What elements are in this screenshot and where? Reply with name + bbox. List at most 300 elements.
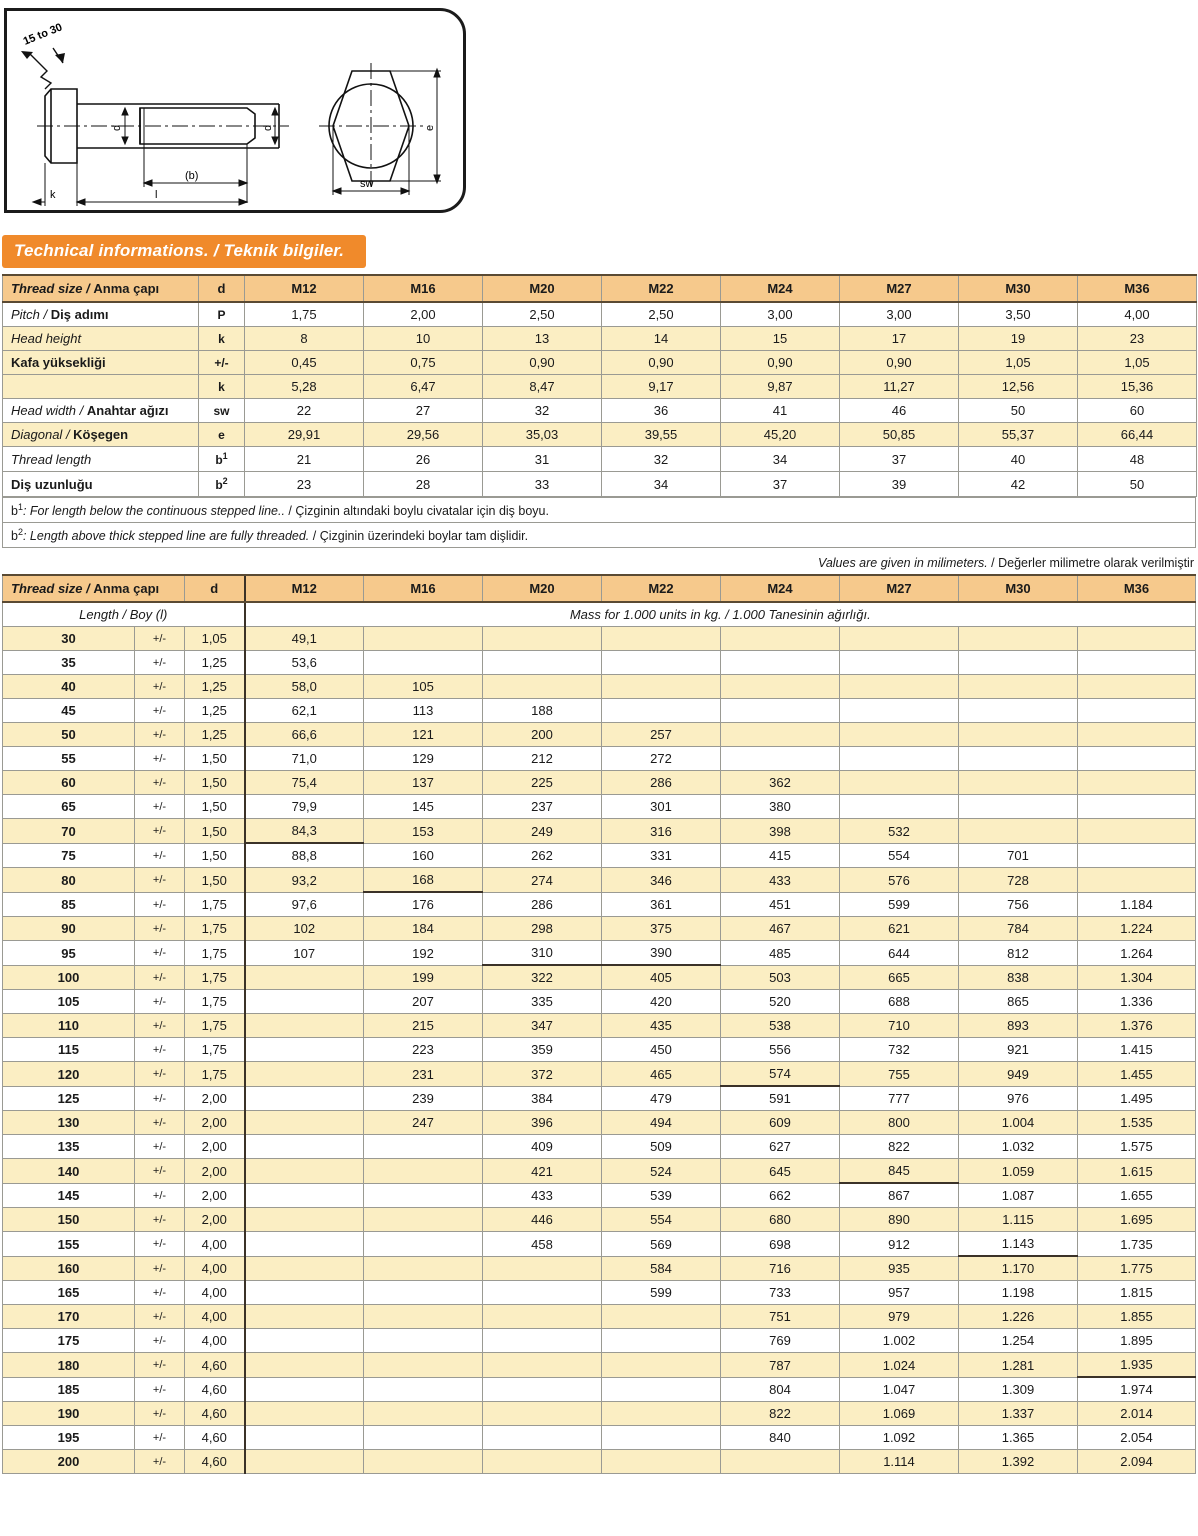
- cell-value: 0,90: [602, 351, 721, 375]
- cell-tolerance-sign: +/-: [135, 1014, 185, 1038]
- row-label: Thread length: [3, 447, 199, 472]
- cell-mass: [840, 771, 959, 795]
- dimension-d1-label: d: [111, 124, 123, 131]
- cell-mass: [364, 1256, 483, 1281]
- header-m22: M22: [602, 275, 721, 302]
- cell-mass: [840, 747, 959, 771]
- cell-value: 48: [1078, 447, 1197, 472]
- cell-mass: [721, 723, 840, 747]
- chamfer-angle-label: 15 to 30: [21, 21, 65, 48]
- cell-mass: 822: [721, 1402, 840, 1426]
- cell-mass: [364, 651, 483, 675]
- table-row: [3, 1256, 1196, 1281]
- cell-mass: 97,6: [245, 892, 364, 917]
- cell-value: 28: [364, 472, 483, 497]
- cell-tolerance: 4,60: [185, 1353, 245, 1378]
- cell-mass: [721, 1450, 840, 1474]
- cell-mass: 93,2: [245, 868, 364, 893]
- cell-mass: [602, 1402, 721, 1426]
- cell-tolerance: 2,00: [185, 1111, 245, 1135]
- cell-mass: 53,6: [245, 651, 364, 675]
- cell-value: 22: [245, 399, 364, 423]
- header-thread-size: Thread size / Anma çapı: [3, 275, 199, 302]
- cell-mass: 569: [602, 1232, 721, 1257]
- cell-mass: 184: [364, 917, 483, 941]
- cell-value: 66,44: [1078, 423, 1197, 447]
- cell-length: 80: [3, 868, 135, 893]
- cell-mass: 976: [959, 1086, 1078, 1111]
- cell-mass: 599: [840, 892, 959, 917]
- cell-mass: 524: [602, 1159, 721, 1184]
- cell-mass: [483, 1377, 602, 1402]
- table-row: [3, 627, 1196, 651]
- cell-mass: [483, 1426, 602, 1450]
- cell-value: 12,56: [959, 375, 1078, 399]
- cell-mass: 361: [602, 892, 721, 917]
- cell-tolerance: 1,75: [185, 990, 245, 1014]
- cell-mass: 71,0: [245, 747, 364, 771]
- cell-mass: 200: [483, 723, 602, 747]
- cell-tolerance: 1,75: [185, 1038, 245, 1062]
- row-label: [3, 375, 199, 399]
- cell-value: 32: [483, 399, 602, 423]
- table-row: [3, 1208, 1196, 1232]
- cell-mass: 1.092: [840, 1426, 959, 1450]
- cell-mass: 621: [840, 917, 959, 941]
- cell-value: 60: [1078, 399, 1197, 423]
- cell-tolerance-sign: +/-: [135, 1208, 185, 1232]
- cell-mass: 755: [840, 1062, 959, 1087]
- cell-tolerance-sign: +/-: [135, 651, 185, 675]
- cell-length: 165: [3, 1281, 135, 1305]
- cell-tolerance-sign: +/-: [135, 1426, 185, 1450]
- cell-length: 175: [3, 1329, 135, 1353]
- cell-mass: [602, 1426, 721, 1450]
- cell-value: 2,00: [364, 302, 483, 327]
- cell-value: 42: [959, 472, 1078, 497]
- cell-tolerance: 1,50: [185, 771, 245, 795]
- technical-drawing: [0, 0, 1198, 213]
- cell-tolerance: 1,50: [185, 819, 245, 844]
- cell-tolerance-sign: +/-: [135, 1232, 185, 1257]
- cell-value: 2,50: [483, 302, 602, 327]
- cell-tolerance-sign: +/-: [135, 1183, 185, 1208]
- cell-mass: 1.615: [1078, 1159, 1196, 1184]
- cell-mass: [1078, 843, 1196, 868]
- cell-mass: [602, 627, 721, 651]
- subheader-length: Length / Boy (l): [3, 602, 245, 627]
- cell-tolerance-sign: +/-: [135, 868, 185, 893]
- header-m24: M24: [721, 275, 840, 302]
- table-row: [3, 1159, 1196, 1184]
- cell-value: 31: [483, 447, 602, 472]
- table-header-row: [3, 275, 1197, 302]
- table-row: [3, 795, 1196, 819]
- cell-value: 13: [483, 327, 602, 351]
- cell-tolerance: 1,25: [185, 699, 245, 723]
- cell-mass: [483, 1353, 602, 1378]
- cell-mass: 1.143: [959, 1232, 1078, 1257]
- row-symbol: $b^1$: [199, 447, 245, 472]
- cell-mass: 784: [959, 917, 1078, 941]
- cell-mass: [245, 1402, 364, 1426]
- cell-tolerance-sign: +/-: [135, 1281, 185, 1305]
- cell-mass: [245, 1135, 364, 1159]
- cell-mass: 1.775: [1078, 1256, 1196, 1281]
- cell-mass: 1.069: [840, 1402, 959, 1426]
- cell-mass: 1.047: [840, 1377, 959, 1402]
- header-m36: M36: [1078, 275, 1197, 302]
- section-banner: Technical informations. / Teknik bilgiler.: [2, 235, 366, 268]
- cell-tolerance: 2,00: [185, 1086, 245, 1111]
- cell-mass: 751: [721, 1305, 840, 1329]
- cell-value: 45,20: [721, 423, 840, 447]
- cell-mass: [602, 1353, 721, 1378]
- cell-tolerance-sign: +/-: [135, 965, 185, 990]
- cell-length: 195: [3, 1426, 135, 1450]
- cell-mass: [959, 747, 1078, 771]
- cell-mass: 231: [364, 1062, 483, 1087]
- cell-mass: 1.895: [1078, 1329, 1196, 1353]
- row-label: Diagonal / Köşegen: [3, 423, 199, 447]
- cell-mass: 769: [721, 1329, 840, 1353]
- cell-mass: 1.170: [959, 1256, 1078, 1281]
- cell-mass: [840, 627, 959, 651]
- cell-tolerance-sign: +/-: [135, 1086, 185, 1111]
- cell-mass: [364, 1208, 483, 1232]
- cell-mass: 2.054: [1078, 1426, 1196, 1450]
- cell-value: 37: [721, 472, 840, 497]
- header-d-2: d: [185, 575, 245, 602]
- cell-mass: 316: [602, 819, 721, 844]
- cell-mass: [483, 627, 602, 651]
- cell-mass: 421: [483, 1159, 602, 1184]
- cell-mass: 62,1: [245, 699, 364, 723]
- cell-mass: [245, 1377, 364, 1402]
- cell-mass: [245, 1329, 364, 1353]
- header-m30: M30: [959, 275, 1078, 302]
- cell-value: 4,00: [1078, 302, 1197, 327]
- dimension-l-label: l: [155, 189, 158, 201]
- cell-mass: 840: [721, 1426, 840, 1450]
- cell-mass: 274: [483, 868, 602, 893]
- table-row: [3, 941, 1196, 966]
- cell-mass: 509: [602, 1135, 721, 1159]
- cell-mass: 420: [602, 990, 721, 1014]
- cell-mass: 176: [364, 892, 483, 917]
- header-m12-2: M12: [245, 575, 364, 602]
- header-m27: M27: [840, 275, 959, 302]
- cell-mass: [840, 795, 959, 819]
- cell-mass: 1.309: [959, 1377, 1078, 1402]
- row-label: Head width / Anahtar ağızı: [3, 399, 199, 423]
- table-row: [3, 1402, 1196, 1426]
- cell-mass: 249: [483, 819, 602, 844]
- header-m27-2: M27: [840, 575, 959, 602]
- cell-mass: 662: [721, 1183, 840, 1208]
- cell-value: 50,85: [840, 423, 959, 447]
- cell-mass: 576: [840, 868, 959, 893]
- cell-mass: [721, 747, 840, 771]
- cell-mass: 1.655: [1078, 1183, 1196, 1208]
- cell-mass: [364, 1135, 483, 1159]
- cell-tolerance-sign: +/-: [135, 1450, 185, 1474]
- cell-tolerance: 2,00: [185, 1208, 245, 1232]
- cell-mass: 1.281: [959, 1353, 1078, 1378]
- cell-mass: [1078, 627, 1196, 651]
- cell-mass: [840, 723, 959, 747]
- cell-mass: 467: [721, 917, 840, 941]
- cell-length: 125: [3, 1086, 135, 1111]
- cell-mass: 458: [483, 1232, 602, 1257]
- cell-mass: 645: [721, 1159, 840, 1184]
- table-row: [3, 843, 1196, 868]
- cell-mass: [483, 1329, 602, 1353]
- subheader-mass: Mass for 1.000 units in kg. / 1.000 Tanesinin ağırlığı.: [245, 602, 1196, 627]
- table-row: [3, 819, 1196, 844]
- cell-mass: 262: [483, 843, 602, 868]
- cell-tolerance-sign: +/-: [135, 990, 185, 1014]
- cell-mass: 346: [602, 868, 721, 893]
- cell-mass: [602, 699, 721, 723]
- cell-mass: 688: [840, 990, 959, 1014]
- table-row: [3, 1377, 1196, 1402]
- cell-value: 6,47: [364, 375, 483, 399]
- cell-mass: 1.032: [959, 1135, 1078, 1159]
- cell-mass: 979: [840, 1305, 959, 1329]
- cell-mass: [1078, 651, 1196, 675]
- cell-mass: 1.198: [959, 1281, 1078, 1305]
- header-m36-2: M36: [1078, 575, 1196, 602]
- drawing-frame: [4, 8, 466, 213]
- cell-value: 3,00: [721, 302, 840, 327]
- cell-tolerance-sign: +/-: [135, 1353, 185, 1378]
- cell-tolerance-sign: +/-: [135, 1062, 185, 1087]
- table-row: [3, 1135, 1196, 1159]
- cell-mass: [364, 1281, 483, 1305]
- table-row: [3, 375, 1197, 399]
- cell-tolerance: 1,25: [185, 675, 245, 699]
- table-row: [3, 892, 1196, 917]
- cell-length: 110: [3, 1014, 135, 1038]
- cell-mass: 701: [959, 843, 1078, 868]
- cell-mass: [245, 965, 364, 990]
- row-symbol: +/-: [199, 351, 245, 375]
- cell-mass: 1.415: [1078, 1038, 1196, 1062]
- cell-mass: 1.059: [959, 1159, 1078, 1184]
- table-row: [3, 1281, 1196, 1305]
- cell-mass: 446: [483, 1208, 602, 1232]
- table-row: [3, 917, 1196, 941]
- cell-value: 26: [364, 447, 483, 472]
- cell-value: 23: [1078, 327, 1197, 351]
- table-row: [3, 1305, 1196, 1329]
- cell-mass: 554: [602, 1208, 721, 1232]
- cell-mass: 1.935: [1078, 1353, 1196, 1378]
- cell-mass: [483, 651, 602, 675]
- cell-value: 11,27: [840, 375, 959, 399]
- cell-mass: 247: [364, 1111, 483, 1135]
- cell-mass: 732: [840, 1038, 959, 1062]
- cell-mass: 384: [483, 1086, 602, 1111]
- cell-mass: [364, 1159, 483, 1184]
- cell-mass: 574: [721, 1062, 840, 1087]
- cell-mass: 129: [364, 747, 483, 771]
- cell-mass: [840, 651, 959, 675]
- cell-mass: 584: [602, 1256, 721, 1281]
- cell-value: 21: [245, 447, 364, 472]
- cell-mass: [245, 1038, 364, 1062]
- cell-mass: 113: [364, 699, 483, 723]
- cell-mass: 2.094: [1078, 1450, 1196, 1474]
- cell-value: 5,28: [245, 375, 364, 399]
- cell-value: 46: [840, 399, 959, 423]
- cell-value: 35,03: [483, 423, 602, 447]
- cell-mass: 1.336: [1078, 990, 1196, 1014]
- cell-value: 29,56: [364, 423, 483, 447]
- cell-value: 39,55: [602, 423, 721, 447]
- row-label: Pitch / Diş adımı: [3, 302, 199, 327]
- footnote-b2: $b^2$: Length above thick stepped line are fully threaded. / Çizginin üzerindeki boylar tam dişlidir.: [2, 523, 1196, 548]
- cell-mass: 591: [721, 1086, 840, 1111]
- cell-mass: 644: [840, 941, 959, 966]
- cell-mass: 1.264: [1078, 941, 1196, 966]
- header-m20-2: M20: [483, 575, 602, 602]
- cell-mass: 372: [483, 1062, 602, 1087]
- cell-tolerance-sign: +/-: [135, 1135, 185, 1159]
- cell-value: 17: [840, 327, 959, 351]
- table-row: [3, 447, 1197, 472]
- cell-mass: [245, 990, 364, 1014]
- cell-mass: 272: [602, 747, 721, 771]
- cell-mass: [364, 1329, 483, 1353]
- cell-mass: [483, 1256, 602, 1281]
- cell-mass: 777: [840, 1086, 959, 1111]
- cell-mass: 804: [721, 1377, 840, 1402]
- cell-tolerance: 4,60: [185, 1377, 245, 1402]
- cell-value: 1,05: [1078, 351, 1197, 375]
- cell-mass: [483, 1305, 602, 1329]
- cell-mass: 532: [840, 819, 959, 844]
- cell-length: 200: [3, 1450, 135, 1474]
- table-row: [3, 990, 1196, 1014]
- header-m22-2: M22: [602, 575, 721, 602]
- hex-bolt-diagram: [7, 11, 463, 210]
- cell-mass: 301: [602, 795, 721, 819]
- table-row: [3, 1062, 1196, 1087]
- cell-value: 2,50: [602, 302, 721, 327]
- cell-mass: 845: [840, 1159, 959, 1184]
- cell-mass: [364, 1232, 483, 1257]
- cell-tolerance-sign: +/-: [135, 795, 185, 819]
- cell-length: 50: [3, 723, 135, 747]
- cell-mass: 322: [483, 965, 602, 990]
- row-symbol: k: [199, 327, 245, 351]
- table-row: [3, 747, 1196, 771]
- cell-mass: 716: [721, 1256, 840, 1281]
- cell-mass: 450: [602, 1038, 721, 1062]
- cell-length: 185: [3, 1377, 135, 1402]
- cell-value: 27: [364, 399, 483, 423]
- cell-length: 55: [3, 747, 135, 771]
- cell-value: 55,37: [959, 423, 1078, 447]
- cell-mass: 435: [602, 1014, 721, 1038]
- cell-mass: 1.254: [959, 1329, 1078, 1353]
- cell-value: 36: [602, 399, 721, 423]
- cell-mass: 390: [602, 941, 721, 966]
- cell-tolerance-sign: +/-: [135, 771, 185, 795]
- header-m16-2: M16: [364, 575, 483, 602]
- cell-mass: [602, 1450, 721, 1474]
- cell-mass: [245, 1014, 364, 1038]
- cell-length: 140: [3, 1159, 135, 1184]
- cell-mass: 921: [959, 1038, 1078, 1062]
- cell-tolerance: 4,00: [185, 1281, 245, 1305]
- cell-mass: 223: [364, 1038, 483, 1062]
- cell-tolerance: 1,75: [185, 1062, 245, 1087]
- table-row: [3, 399, 1197, 423]
- cell-mass: 1.114: [840, 1450, 959, 1474]
- cell-value: 0,90: [840, 351, 959, 375]
- cell-value: 34: [721, 447, 840, 472]
- cell-mass: 79,9: [245, 795, 364, 819]
- cell-mass: 84,3: [245, 819, 364, 844]
- cell-mass: 949: [959, 1062, 1078, 1087]
- cell-mass: 539: [602, 1183, 721, 1208]
- cell-mass: [364, 1377, 483, 1402]
- cell-length: 60: [3, 771, 135, 795]
- footnote-b1: $b^1$: For length below the continuous stepped line.. / Çizginin altındaki boylu civatalar için diş boyu.: [2, 497, 1196, 523]
- units-note: Values are given in milimeters. / Değerler milimetre olarak verilmiştir: [817, 556, 1194, 571]
- cell-tolerance-sign: +/-: [135, 675, 185, 699]
- cell-mass: [245, 1159, 364, 1184]
- cell-mass: [245, 1256, 364, 1281]
- cell-mass: [483, 1281, 602, 1305]
- cell-mass: [364, 1305, 483, 1329]
- cell-mass: 137: [364, 771, 483, 795]
- cell-value: 0,90: [721, 351, 840, 375]
- cell-mass: 102: [245, 917, 364, 941]
- table-row: [3, 965, 1196, 990]
- cell-length: 150: [3, 1208, 135, 1232]
- cell-mass: [1078, 819, 1196, 844]
- cell-tolerance-sign: +/-: [135, 1402, 185, 1426]
- cell-mass: [245, 1281, 364, 1305]
- dimension-e-label: e: [424, 124, 436, 131]
- cell-mass: 192: [364, 941, 483, 966]
- cell-tolerance: 1,25: [185, 651, 245, 675]
- cell-length: 160: [3, 1256, 135, 1281]
- cell-mass: [602, 1377, 721, 1402]
- header-m16: M16: [364, 275, 483, 302]
- cell-mass: 225: [483, 771, 602, 795]
- table-row: [3, 1038, 1196, 1062]
- cell-mass: 1.495: [1078, 1086, 1196, 1111]
- table-row: [3, 351, 1197, 375]
- cell-mass: [245, 1353, 364, 1378]
- cell-mass: 1.815: [1078, 1281, 1196, 1305]
- cell-mass: [364, 1402, 483, 1426]
- cell-mass: 698: [721, 1232, 840, 1257]
- cell-value: 40: [959, 447, 1078, 472]
- cell-length: 100: [3, 965, 135, 990]
- table-row: [3, 1426, 1196, 1450]
- cell-mass: 1.535: [1078, 1111, 1196, 1135]
- cell-length: 120: [3, 1062, 135, 1087]
- cell-mass: 503: [721, 965, 840, 990]
- cell-tolerance: 1,75: [185, 941, 245, 966]
- table-row: [3, 1232, 1196, 1257]
